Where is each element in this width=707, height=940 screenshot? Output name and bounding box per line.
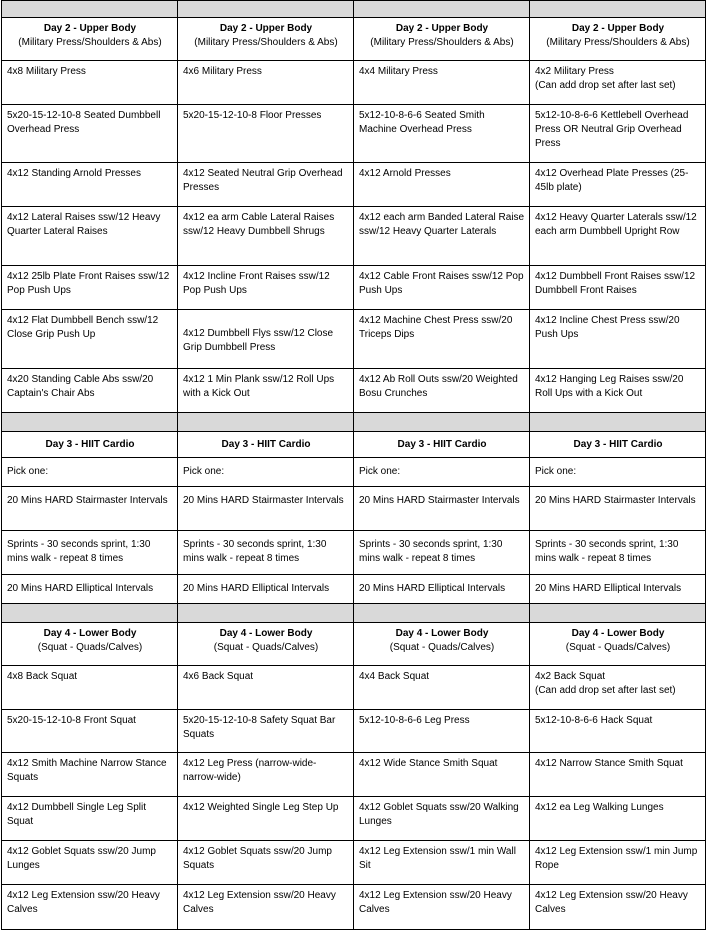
exercise-text: 4x12 Standing Arnold Presses: [7, 168, 141, 179]
separator-cell: [2, 1, 178, 18]
day4-header-row: [2, 623, 706, 666]
exercise-cell: [354, 458, 530, 487]
exercise-text: 4x12 Lateral Raises ssw/12 Heavy Quarter Lateral Raises: [7, 212, 161, 237]
exercise-cell: [354, 885, 530, 930]
exercise-cell: [530, 310, 706, 369]
exercise-cell: [354, 841, 530, 885]
column-header: [354, 432, 530, 458]
day-title: Day 4 - Lower Body: [219, 628, 313, 639]
day-subtitle: (Squat - Quads/Calves): [565, 642, 671, 653]
exercise-text: Sprints - 30 seconds sprint, 1:30 mins walk - repeat 8 times: [359, 539, 503, 564]
exercise-text: 4x12 Hanging Leg Raises ssw/20 Roll Ups with a Kick Out: [535, 374, 684, 399]
day-title: Day 2 - Upper Body: [395, 23, 489, 34]
separator-cell: [178, 604, 354, 623]
table-row: [2, 163, 706, 207]
exercise-text: 4x12 Narrow Stance Smith Squat: [535, 758, 683, 769]
exercise-text: 20 Mins HARD Stairmaster Intervals: [535, 495, 696, 506]
exercise-cell: [178, 885, 354, 930]
exercise-text: 4x12 Flat Dumbbell Bench ssw/12 Close Grip Push Up: [7, 315, 159, 340]
exercise-cell: [530, 369, 706, 413]
exercise-text: 4x12 Machine Chest Press ssw/20 Triceps Dips: [359, 315, 513, 340]
exercise-cell: [178, 163, 354, 207]
separator-cell: [178, 1, 354, 18]
exercise-text: Pick one:: [535, 466, 577, 477]
table-row: [2, 487, 706, 531]
exercise-cell: [354, 61, 530, 105]
day-title: Day 2 - Upper Body: [43, 23, 137, 34]
exercise-cell: [178, 207, 354, 266]
table-row: [2, 885, 706, 930]
exercise-text: 4x4 Back Squat: [359, 671, 430, 682]
exercise-text: 4x12 ea arm Cable Lateral Raises ssw/12 Heavy Dumbbell Shrugs: [183, 212, 335, 237]
column-header: [354, 623, 530, 666]
exercise-text: 4x12 ea Leg Walking Lunges: [535, 802, 664, 813]
exercise-text: Pick one:: [359, 466, 401, 477]
exercise-text: Sprints - 30 seconds sprint, 1:30 mins walk - repeat 8 times: [183, 539, 327, 564]
exercise-cell: [530, 885, 706, 930]
column-header: [2, 432, 178, 458]
section-separator: [2, 1, 706, 18]
day-subtitle: (Military Press/Shoulders & Abs): [18, 37, 162, 48]
column-header: [178, 623, 354, 666]
column-header: [530, 18, 706, 61]
exercise-text: 4x2 Back Squat (Can add drop set after last set): [535, 671, 676, 696]
table-row: [2, 369, 706, 413]
exercise-text: 4x12 Incline Front Raises ssw/12 Pop Push Ups: [183, 271, 330, 296]
separator-cell: [178, 413, 354, 432]
separator-cell: [354, 1, 530, 18]
exercise-text: 4x12 Arnold Presses: [359, 168, 451, 179]
exercise-text: 5x20-15-12-10-8 Seated Dumbbell Overhead Press: [7, 110, 161, 135]
exercise-text: 4x12 Leg Extension ssw/1 min Jump Rope: [535, 846, 698, 871]
table-row: [2, 797, 706, 841]
column-header: [354, 18, 530, 61]
exercise-cell: [530, 458, 706, 487]
exercise-text: 4x12 Leg Press (narrow-wide-narrow-wide): [183, 758, 317, 783]
exercise-text: 5x20-15-12-10-8 Floor Presses: [183, 110, 322, 121]
table-row: [2, 207, 706, 266]
table-row: [2, 666, 706, 710]
exercise-cell: [530, 531, 706, 575]
table-row: [2, 710, 706, 753]
exercise-cell: [2, 163, 178, 207]
exercise-cell: [2, 458, 178, 487]
exercise-cell: [354, 797, 530, 841]
exercise-text: 4x12 Incline Chest Press ssw/20 Push Ups: [535, 315, 680, 340]
day-title: Day 3 - HIIT Cardio: [45, 439, 135, 450]
exercise-cell: [178, 310, 354, 369]
exercise-cell: [178, 458, 354, 487]
table-row: [2, 575, 706, 604]
exercise-text: 4x12 Goblet Squats ssw/20 Walking Lunges: [359, 802, 519, 827]
day-subtitle: (Military Press/Shoulders & Abs): [546, 37, 690, 48]
exercise-cell: [2, 531, 178, 575]
separator-cell: [530, 604, 706, 623]
exercise-text: 4x20 Standing Cable Abs ssw/20 Captain's Chair Abs: [7, 374, 154, 399]
day2-header-row: [2, 18, 706, 61]
exercise-cell: [178, 266, 354, 310]
exercise-cell: [2, 710, 178, 753]
exercise-text: 4x12 Dumbbell Front Raises ssw/12 Dumbbell Front Raises: [535, 271, 696, 296]
exercise-text: 5x12-10-8-6-6 Hack Squat: [535, 715, 653, 726]
exercise-text: 4x12 Leg Extension ssw/20 Heavy Calves: [7, 890, 160, 915]
column-header: [530, 623, 706, 666]
exercise-text: 4x12 1 Min Plank ssw/12 Roll Ups with a Kick Out: [183, 374, 335, 399]
exercise-cell: [178, 61, 354, 105]
table-row: [2, 266, 706, 310]
separator-cell: [530, 1, 706, 18]
exercise-cell: [530, 487, 706, 531]
table-row: [2, 105, 706, 163]
exercise-text: 4x12 Leg Extension ssw/1 min Wall Sit: [359, 846, 516, 871]
separator-cell: [354, 413, 530, 432]
exercise-text: 4x12 Goblet Squats ssw/20 Jump Squats: [183, 846, 332, 871]
exercise-cell: [178, 575, 354, 604]
exercise-cell: [178, 666, 354, 710]
separator-cell: [2, 413, 178, 432]
exercise-text: 4x12 Leg Extension ssw/20 Heavy Calves: [359, 890, 512, 915]
exercise-cell: [530, 266, 706, 310]
exercise-cell: [2, 266, 178, 310]
exercise-text: Sprints - 30 seconds sprint, 1:30 mins walk - repeat 8 times: [535, 539, 679, 564]
exercise-cell: [354, 105, 530, 163]
exercise-cell: [530, 575, 706, 604]
exercise-text: 5x12-10-8-6-6 Leg Press: [359, 715, 470, 726]
exercise-text: 4x12 each arm Banded Lateral Raise ssw/12 Heavy Quarter Laterals: [359, 212, 525, 237]
table-row: [2, 458, 706, 487]
exercise-cell: [2, 487, 178, 531]
exercise-text: 4x4 Military Press: [359, 66, 438, 77]
exercise-text: 4x12 Wide Stance Smith Squat: [359, 758, 498, 769]
exercise-cell: [530, 61, 706, 105]
day-subtitle: (Military Press/Shoulders & Abs): [194, 37, 338, 48]
exercise-cell: [530, 710, 706, 753]
exercise-text: 4x12 Smith Machine Narrow Stance Squats: [7, 758, 167, 783]
day3-header-row: [2, 432, 706, 458]
exercise-cell: [354, 369, 530, 413]
table-row: [2, 753, 706, 797]
exercise-cell: [354, 531, 530, 575]
day-title: Day 2 - Upper Body: [219, 23, 313, 34]
exercise-cell: [354, 487, 530, 531]
column-header: [530, 432, 706, 458]
day-title: Day 4 - Lower Body: [395, 628, 489, 639]
exercise-cell: [354, 163, 530, 207]
exercise-cell: [178, 105, 354, 163]
day-title: Day 3 - HIIT Cardio: [221, 439, 311, 450]
exercise-cell: [530, 797, 706, 841]
exercise-text: 4x12 Dumbbell Flys ssw/12 Close Grip Dumbbell Press: [183, 328, 334, 353]
exercise-cell: [2, 61, 178, 105]
exercise-cell: [178, 753, 354, 797]
exercise-text: 4x2 Military Press (Can add drop set after last set): [535, 66, 676, 91]
exercise-text: 4x6 Military Press: [183, 66, 262, 77]
exercise-text: Pick one:: [183, 466, 225, 477]
separator-cell: [2, 604, 178, 623]
exercise-text: 20 Mins HARD Elliptical Intervals: [183, 583, 330, 594]
exercise-text: 4x12 Seated Neutral Grip Overhead Presses: [183, 168, 343, 193]
column-header: [178, 432, 354, 458]
exercise-cell: [2, 753, 178, 797]
exercise-cell: [354, 753, 530, 797]
day-subtitle: (Squat - Quads/Calves): [37, 642, 143, 653]
exercise-cell: [2, 369, 178, 413]
exercise-cell: [530, 105, 706, 163]
table-row: [2, 531, 706, 575]
table-row: [2, 61, 706, 105]
table-row: [2, 841, 706, 885]
exercise-cell: [354, 710, 530, 753]
separator-cell: [354, 604, 530, 623]
exercise-cell: [2, 797, 178, 841]
day-title: Day 4 - Lower Body: [571, 628, 665, 639]
day-subtitle: (Military Press/Shoulders & Abs): [370, 37, 514, 48]
exercise-cell: [178, 841, 354, 885]
exercise-text: 4x12 Ab Roll Outs ssw/20 Weighted Bosu Crunches: [359, 374, 518, 399]
section-separator: [2, 413, 706, 432]
exercise-text: 4x12 Weighted Single Leg Step Up: [183, 802, 339, 813]
exercise-cell: [354, 575, 530, 604]
exercise-cell: [354, 207, 530, 266]
exercise-text: Pick one:: [7, 466, 49, 477]
exercise-cell: [2, 841, 178, 885]
exercise-text: 4x12 25lb Plate Front Raises ssw/12 Pop Push Ups: [7, 271, 170, 296]
exercise-cell: [530, 207, 706, 266]
exercise-text: 5x20-15-12-10-8 Safety Squat Bar Squats: [183, 715, 336, 740]
exercise-text: 20 Mins HARD Stairmaster Intervals: [183, 495, 344, 506]
exercise-text: 4x12 Overhead Plate Presses (25-45lb plate): [535, 168, 689, 193]
exercise-cell: [2, 105, 178, 163]
exercise-cell: [354, 310, 530, 369]
exercise-text: 4x6 Back Squat: [183, 671, 254, 682]
exercise-cell: [178, 797, 354, 841]
column-header: [2, 18, 178, 61]
exercise-text: 4x8 Military Press: [7, 66, 86, 77]
exercise-cell: [178, 487, 354, 531]
day-title: Day 4 - Lower Body: [43, 628, 137, 639]
exercise-cell: [2, 666, 178, 710]
exercise-cell: [530, 753, 706, 797]
exercise-text: Sprints - 30 seconds sprint, 1:30 mins walk - repeat 8 times: [7, 539, 151, 564]
section-separator: [2, 604, 706, 623]
exercise-text: 4x12 Leg Extension ssw/20 Heavy Calves: [535, 890, 688, 915]
exercise-cell: [354, 666, 530, 710]
day-title: Day 3 - HIIT Cardio: [397, 439, 487, 450]
exercise-text: 4x12 Cable Front Raises ssw/12 Pop Push Ups: [359, 271, 524, 296]
exercise-cell: [530, 841, 706, 885]
exercise-cell: [354, 266, 530, 310]
day-subtitle: (Squat - Quads/Calves): [389, 642, 495, 653]
exercise-text: 20 Mins HARD Elliptical Intervals: [535, 583, 682, 594]
exercise-text: 20 Mins HARD Elliptical Intervals: [7, 583, 154, 594]
exercise-text: 20 Mins HARD Stairmaster Intervals: [359, 495, 520, 506]
exercise-text: 4x12 Leg Extension ssw/20 Heavy Calves: [183, 890, 336, 915]
exercise-text: 20 Mins HARD Stairmaster Intervals: [7, 495, 168, 506]
exercise-text: 5x20-15-12-10-8 Front Squat: [7, 715, 136, 726]
exercise-cell: [178, 369, 354, 413]
exercise-cell: [530, 666, 706, 710]
exercise-text: 4x12 Heavy Quarter Laterals ssw/12 each arm Dumbbell Upright Row: [535, 212, 697, 237]
day-title: Day 3 - HIIT Cardio: [573, 439, 663, 450]
exercise-cell: [2, 207, 178, 266]
exercise-text: 5x12-10-8-6-6 Kettlebell Overhead Press OR Neutral Grip Overhead Press: [535, 110, 689, 149]
column-header: [178, 18, 354, 61]
exercise-cell: [2, 575, 178, 604]
exercise-text: 5x12-10-8-6-6 Seated Smith Machine Overhead Press: [359, 110, 485, 135]
exercise-text: 20 Mins HARD Elliptical Intervals: [359, 583, 506, 594]
day-subtitle: (Squat - Quads/Calves): [213, 642, 319, 653]
day-title: Day 2 - Upper Body: [571, 23, 665, 34]
exercise-text: 4x12 Dumbbell Single Leg Split Squat: [7, 802, 146, 827]
exercise-cell: [178, 710, 354, 753]
exercise-cell: [2, 310, 178, 369]
column-header: [2, 623, 178, 666]
exercise-text: 4x8 Back Squat: [7, 671, 78, 682]
exercise-cell: [530, 163, 706, 207]
exercise-cell: [178, 531, 354, 575]
exercise-cell: [2, 885, 178, 930]
exercise-text: 4x12 Goblet Squats ssw/20 Jump Lunges: [7, 846, 156, 871]
workout-table: [1, 0, 706, 930]
table-row: [2, 310, 706, 369]
separator-cell: [530, 413, 706, 432]
